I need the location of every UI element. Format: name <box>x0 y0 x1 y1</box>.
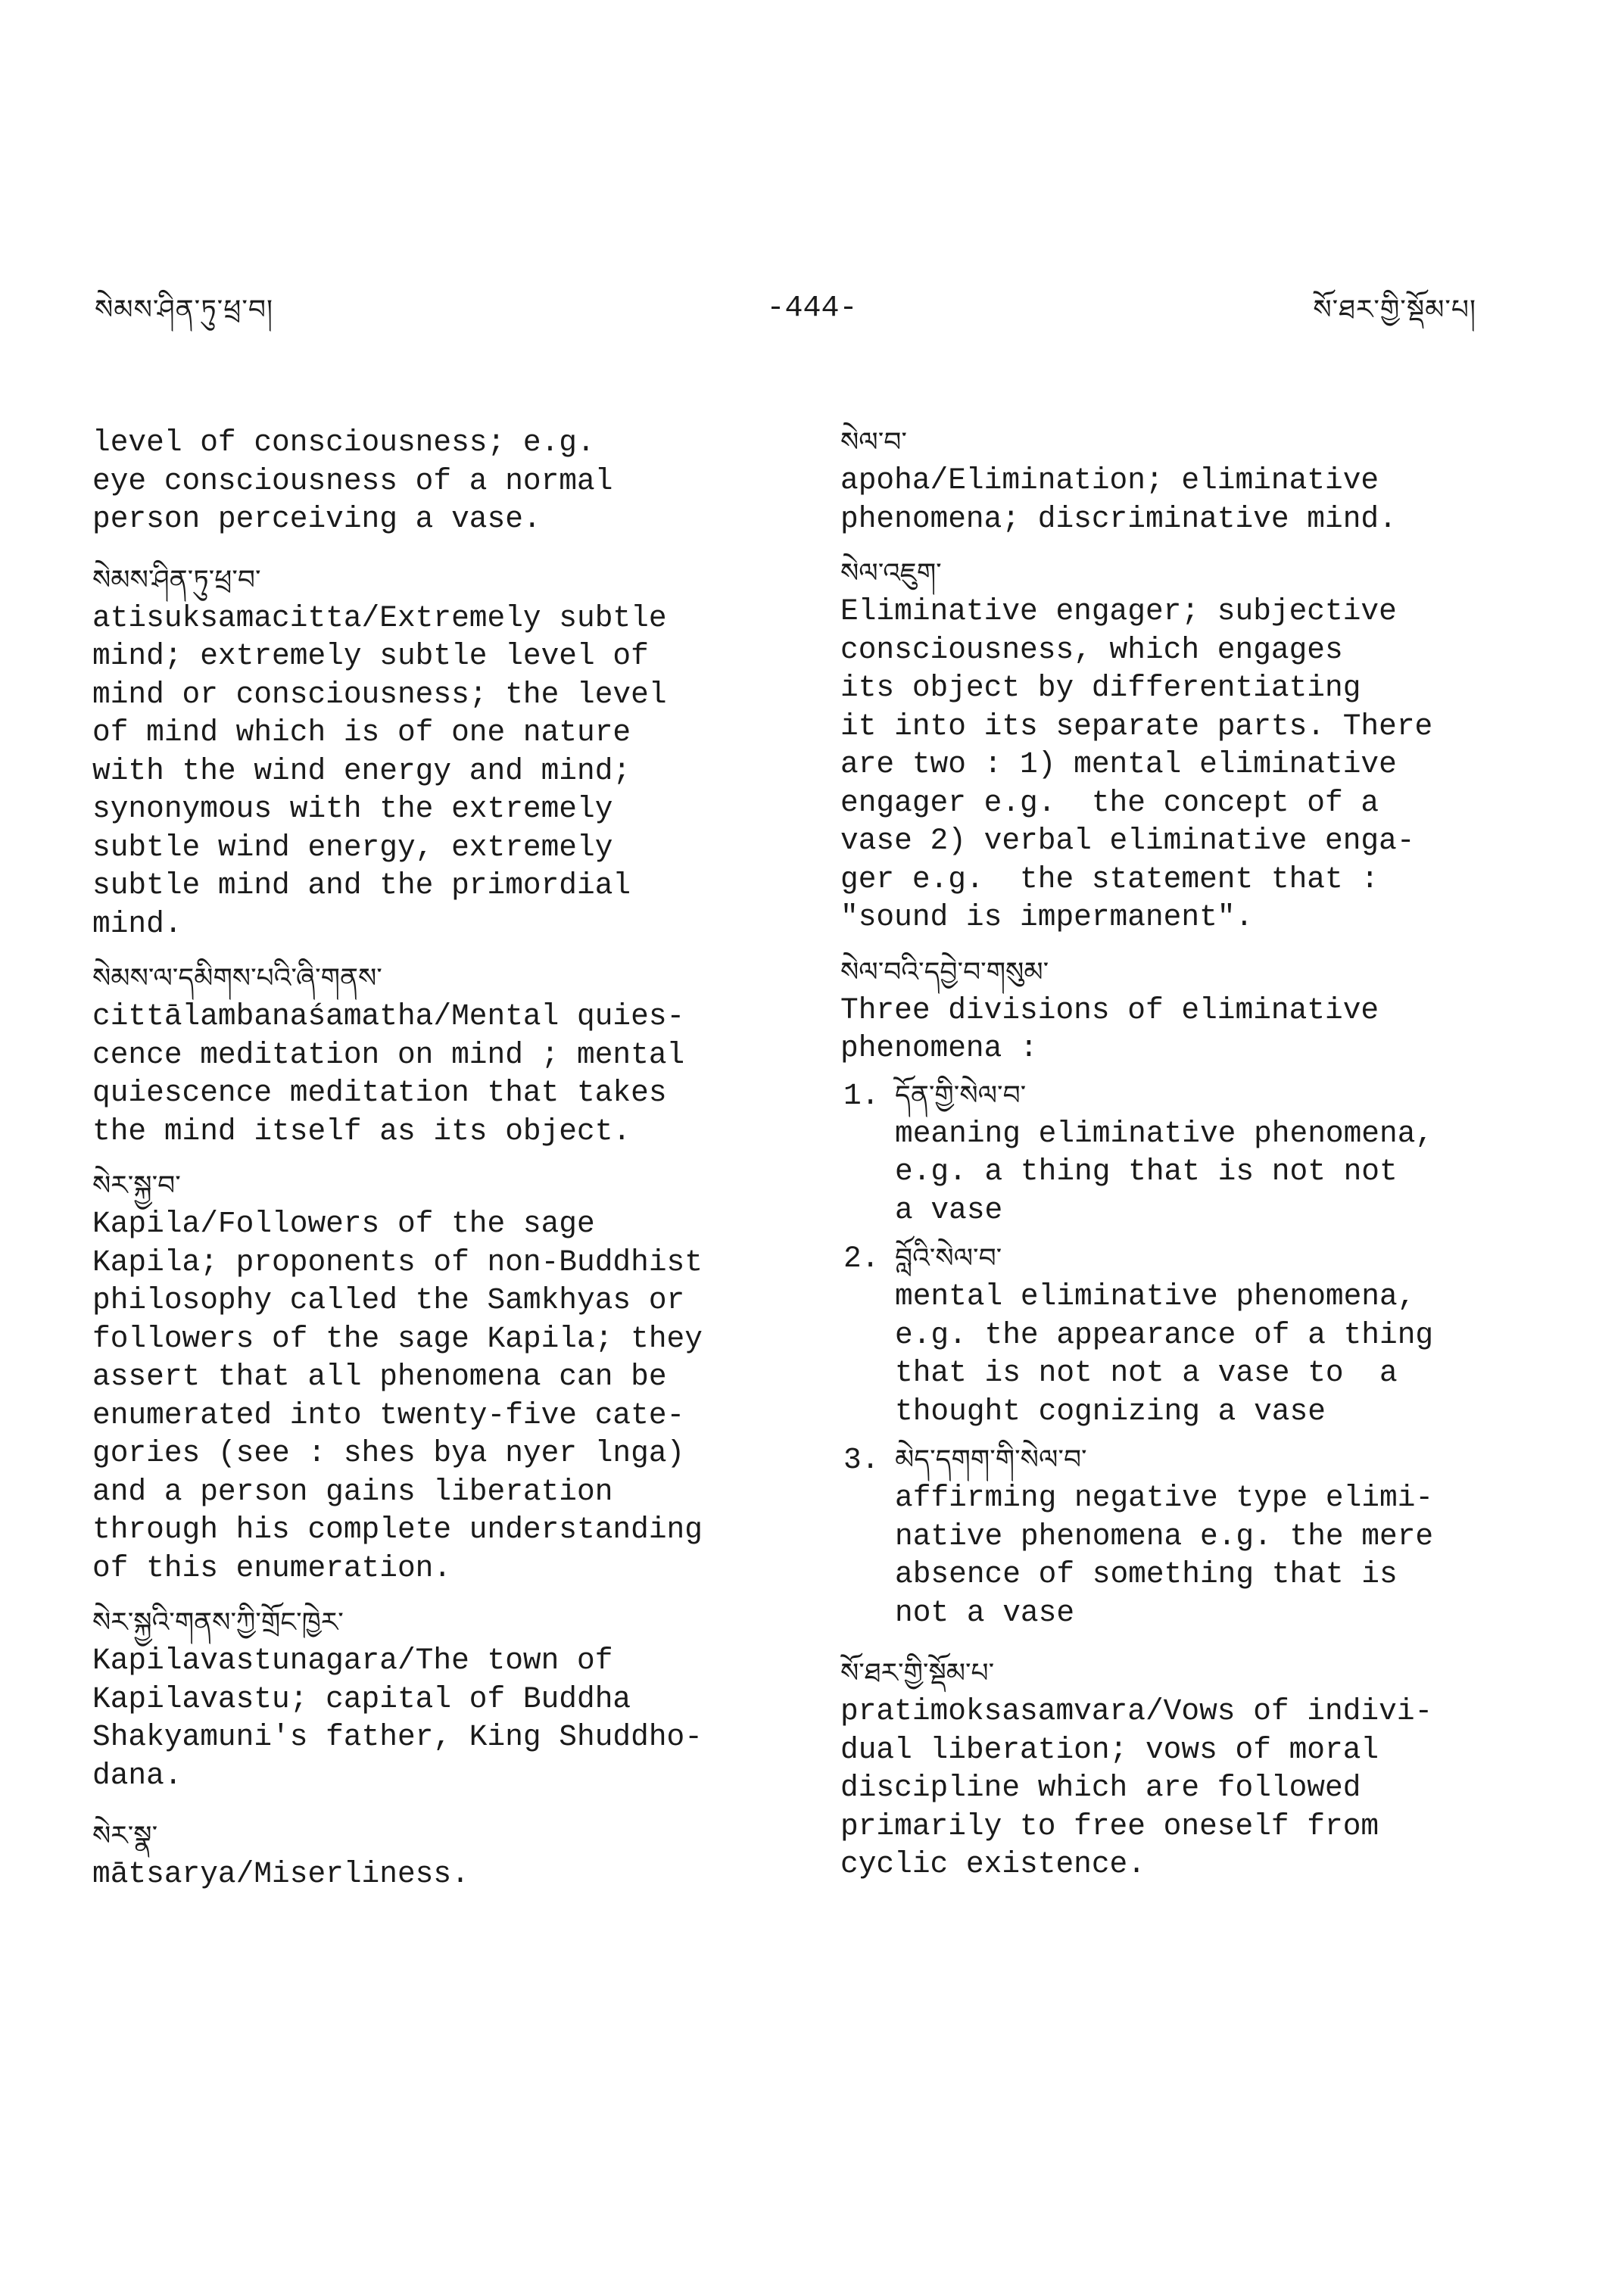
numbered-item <box>840 1441 1545 1632</box>
entry-definition: Three divisions of eliminative phenomena : <box>840 992 1379 1065</box>
item-definition: affirming negative type elimi- native phenomena e.g. the mere absence of something that is not a vase <box>895 1481 1434 1630</box>
header-right-headword: སོ་ཐར་གྱི་སྡོམ་པ། <box>1313 294 1476 326</box>
item-number: 2. <box>843 1242 880 1276</box>
item-term: བློའི་སེལ་བ་ <box>895 1243 1002 1274</box>
entry-definition: mātsarya/Miserliness. <box>92 1857 469 1891</box>
entry-term: སོ་ཐར་གྱི་སྡོམ་པ་ <box>840 1658 995 1689</box>
entry-term: སེལ་བ་ <box>840 427 907 458</box>
item-number: 3. <box>843 1443 880 1477</box>
numbered-item <box>840 1077 1545 1230</box>
entry-definition: level of consciousness; e.g. eye consciousness of a normal person perceiving a vase. <box>92 425 613 536</box>
item-term: མེད་དགག་གི་སེལ་བ་ <box>895 1444 1087 1475</box>
left-column <box>92 424 819 1911</box>
entry-definition: pratimoksasamvara/Vows of indivi- dual liberation; vows of moral discipline which are followed primarily to free oneself from cyclic existence. <box>840 1694 1433 1881</box>
header-left-headword: སེམས་ཤིན་ཏུ་ཕྲ་བ། <box>95 294 273 326</box>
glossary-entry <box>840 1655 1545 1884</box>
entry-definition: Kapilavastunagara/The town of Kapilavastu; capital of Buddha Shakyamuni's father, King Shuddho- dana. <box>92 1643 703 1793</box>
running-header <box>0 291 1624 344</box>
glossary-entry <box>92 960 819 1151</box>
entry-term: སེར་སྣ་ <box>92 1821 158 1852</box>
item-definition: meaning eliminative phenomena, e.g. a thing that is not not a vase <box>895 1116 1434 1227</box>
item-body <box>895 1240 1545 1431</box>
entry-definition: Eliminative engager; subjective consciousness, which engages its object by differentiating it into its separate parts. There are two : 1) mental eliminative engager e.g. the concept of a vase 2) verbal eliminative enga- ger e.g. the statement that : "sound is impermanent". <box>840 594 1433 934</box>
glossary-entry <box>92 562 819 944</box>
entry-definition: Kapila/Followers of the sage Kapila; proponents of non-Buddhist philosophy called the Samkhyas or followers of the sage Kapila; they assert that all phenomena can be enumerated into twenty-five cate- gories (see : shes bya nyer lnga) and a person gains liberation through his complete understanding of this enumeration. <box>92 1207 703 1585</box>
glossary-entry <box>840 954 1545 1068</box>
entry-term: སེར་སྐྱའི་གནས་ཀྱི་གྲོང་ཁྱེར་ <box>92 1607 344 1638</box>
entry-term: སེར་སྐྱ་བ་ <box>92 1170 181 1201</box>
glossary-entry <box>92 1818 819 1894</box>
item-definition: mental eliminative phenomena, e.g. the appearance of a thing that is not not a vase to a thought cognizing a vase <box>895 1279 1434 1428</box>
right-column <box>840 424 1545 1901</box>
item-body <box>895 1441 1545 1632</box>
glossary-entry <box>840 424 1545 538</box>
numbered-item <box>840 1240 1545 1431</box>
entry-term: སེམས་ཤིན་ཏུ་ཕྲ་བ་ <box>92 564 261 596</box>
entry-definition: atisuksamacitta/Extremely subtle mind; extremely subtle level of mind or consciousness; the level of mind which is of one nature with the wind energy and mind; synonymous with the extremely subtle wind energy, extremely subtle mind and the primordial mind. <box>92 600 667 941</box>
glossary-entry <box>840 555 1545 937</box>
glossary-entry <box>92 1167 819 1587</box>
page-number: -444- <box>766 291 858 326</box>
entry-term: སེལ་འཇུག་ <box>840 558 942 589</box>
glossary-entry <box>92 424 819 539</box>
item-body <box>895 1077 1545 1230</box>
item-number: 1. <box>843 1078 880 1113</box>
entry-definition: cittālambanaśamatha/Mental quies- cence meditation on mind ; mental quiescence meditation that takes the mind itself as its object. <box>92 999 685 1148</box>
entry-term: སེམས་ལ་དམིགས་པའི་ཞི་གནས་ <box>92 963 382 994</box>
entry-term: སེལ་བའི་དབྱེ་བ་གསུམ་ <box>840 956 1049 988</box>
glossary-entry <box>92 1604 819 1795</box>
item-term: དོན་གྱི་སེལ་བ་ <box>895 1080 1027 1111</box>
entry-definition: apoha/Elimination; eliminative phenomena; discriminative mind. <box>840 463 1397 536</box>
